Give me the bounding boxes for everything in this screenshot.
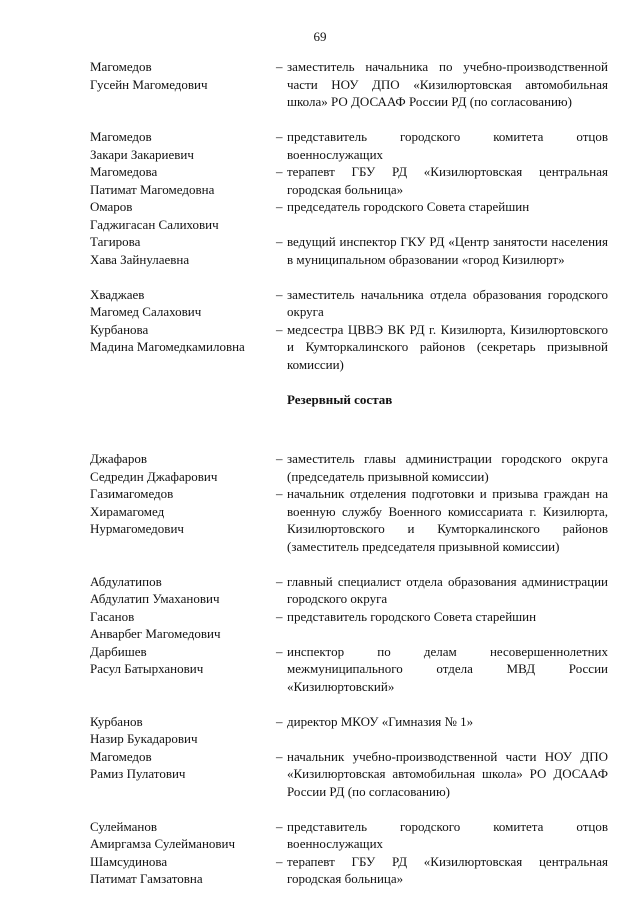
member-position: терапевт ГБУ РД «Кизилюртовская центральная городская больница»: [287, 853, 608, 886]
dash: –: [276, 573, 283, 589]
member-position: заместитель начальника отдела образования городского округа: [287, 286, 608, 319]
member-surname: Курбанова: [90, 321, 149, 337]
member-name: [90, 233, 276, 268]
member-surname: Омаров: [90, 199, 133, 214]
member-surname: Джафаров: [90, 451, 147, 466]
dash: –: [276, 748, 283, 764]
dash: –: [276, 608, 283, 624]
member-given-name: Гаджигасан Салихович: [90, 216, 219, 232]
member-given-name: Абдулатип Умаханович: [90, 591, 220, 606]
member-name: [90, 450, 276, 485]
member-position: главный специалист отдела образования администрации городского округа: [287, 573, 608, 606]
dash: –: [276, 818, 283, 834]
member-surname: Хваджаев: [90, 286, 145, 302]
member-name: [90, 643, 276, 696]
list-item: [90, 58, 608, 111]
member-surname: Магомедова: [90, 164, 158, 179]
list-item: [90, 286, 608, 321]
dash: –: [276, 451, 283, 466]
member-given-name: Мадина Магомедкамиловна: [90, 339, 245, 354]
member-name: [90, 286, 276, 321]
page-number: 69: [313, 29, 327, 44]
member-name: [90, 485, 276, 555]
member-position: начальник отделения подготовки и призыва граждан на военную службу Военного комиссариата г. Кизилюрта, Кизилюртовского и Кумторкалинского районов (заместитель председателя призывной комиссии): [287, 486, 608, 554]
member-position: директор МКОУ «Гимназия № 1»: [287, 713, 474, 729]
dash: –: [276, 164, 283, 179]
member-given-name: Гусейн Магомедович: [90, 76, 208, 92]
member-surname: Сулейманов: [90, 818, 157, 834]
member-given-name: Хирамагомед Нурмагомедович: [90, 503, 184, 536]
member-name: [90, 321, 276, 374]
list-item: [90, 853, 608, 888]
commission-list: [90, 58, 608, 888]
member-name: [90, 573, 276, 608]
member-given-name: Магомед Салахович: [90, 304, 202, 319]
list-item: [90, 128, 608, 163]
member-name: [90, 853, 276, 888]
member-surname: Абдулатипов: [90, 573, 162, 589]
member-given-name: Амиргамза Сулейманович: [90, 836, 236, 851]
member-surname: Тагирова: [90, 234, 141, 249]
member-position: представитель городского комитета отцов военнослужащих: [287, 818, 608, 851]
member-position: инспектор по делам несовершеннолетних межмуниципального отдела МВД России «Кизилюртовский»: [287, 643, 608, 694]
member-name: [90, 163, 276, 198]
dash: –: [276, 486, 283, 501]
list-item: [90, 163, 608, 198]
dash: –: [276, 234, 283, 249]
member-surname: Магомедов: [90, 748, 152, 764]
dash: –: [276, 59, 283, 74]
member-surname: Гасанов: [90, 608, 135, 624]
member-position: медсестра ЦВВЭ ВК РД г. Кизилюрта, Кизилюртовского и Кумторкалинского районов (секретарь призывной комиссии): [287, 321, 608, 372]
member-position: заместитель главы администрации городского округа (председатель призывной комиссии): [287, 451, 608, 484]
list-item: [90, 485, 608, 555]
list-item: [90, 818, 608, 853]
section-title-reserve: Резервный состав: [287, 391, 393, 407]
dash: –: [276, 199, 283, 214]
dash: –: [276, 853, 283, 869]
list-item: [90, 321, 608, 374]
member-given-name: Анварбег Магомедович: [90, 626, 221, 641]
member-position: ведущий инспектор ГКУ РД «Центр занятости населения в муниципальном образовании «город Кизилюрт»: [287, 234, 608, 267]
member-given-name: Патимат Гамзатовна: [90, 871, 203, 886]
member-given-name: Рамиз Пулатович: [90, 766, 186, 781]
member-name: [90, 198, 276, 233]
member-given-name: Седредин Джафарович: [90, 468, 218, 484]
dash: –: [276, 643, 283, 659]
list-item: [90, 608, 608, 643]
member-surname: Шамсудинова: [90, 853, 168, 869]
member-given-name: Закари Закариевич: [90, 146, 194, 162]
member-name: [90, 608, 276, 643]
member-given-name: Патимат Магомедовна: [90, 181, 215, 197]
list-item: [90, 573, 608, 608]
member-surname: Газимагомедов: [90, 486, 174, 501]
member-position: начальник учебно-производственной части НОУ ДПО «Кизилюртовская автомобильная школа» РО ДОСААФ России РД (по согласованию): [287, 748, 608, 799]
list-item: [90, 713, 608, 748]
member-given-name: Назир Букадарович: [90, 731, 198, 746]
member-surname: Курбанов: [90, 713, 143, 729]
member-position: терапевт ГБУ РД «Кизилюртовская центральная городская больница»: [287, 164, 608, 197]
member-surname: Магомедов: [90, 129, 152, 144]
member-surname: Дарбишев: [90, 643, 147, 659]
member-name: [90, 818, 276, 853]
dash: –: [276, 129, 283, 144]
list-item: [90, 233, 608, 268]
list-item: [90, 450, 608, 485]
list-item: [90, 198, 608, 233]
member-position: заместитель начальника по учебно-производственной части НОУ ДПО «Кизилюртовская автомобильная школа» РО ДОСААФ России РД (по согласованию): [287, 59, 608, 109]
member-position: представитель городского комитета отцов военнослужащих: [287, 129, 608, 162]
member-name: [90, 128, 276, 163]
dash: –: [276, 321, 283, 337]
dash: –: [276, 286, 283, 302]
member-given-name: Хава Зайнулаевна: [90, 251, 190, 267]
member-name: [90, 58, 276, 111]
member-surname: Магомедов: [90, 59, 152, 74]
member-position: представитель городского Совета старейшин: [287, 608, 537, 624]
member-name: [90, 748, 276, 801]
list-item: [90, 643, 608, 696]
member-given-name: Расул Батырханович: [90, 661, 204, 676]
dash: –: [276, 713, 283, 729]
list-item: [90, 748, 608, 801]
member-name: [90, 713, 276, 748]
member-position: председатель городского Совета старейшин: [287, 199, 530, 214]
